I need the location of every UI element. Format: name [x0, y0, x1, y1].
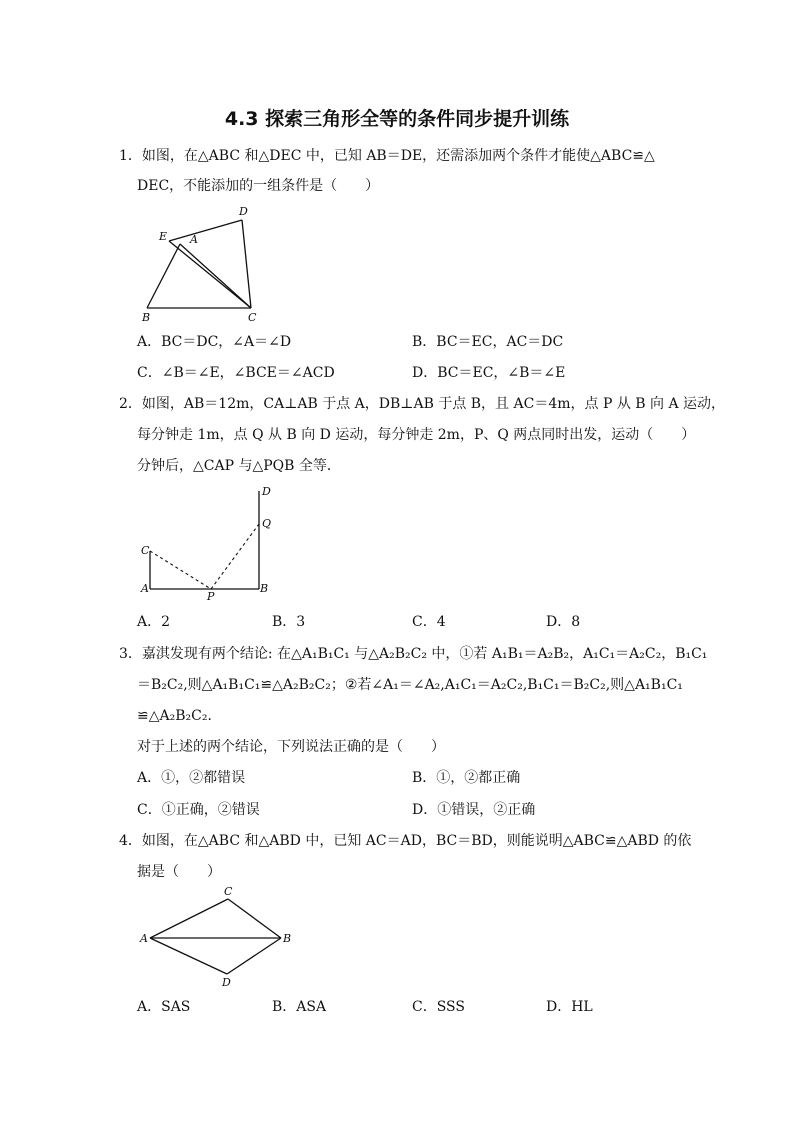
- label-C: C: [141, 544, 150, 557]
- question-4-option-b: B．ASA: [272, 999, 327, 1015]
- question-1-option-c: C．∠B＝∠E，∠BCE＝∠ACD: [137, 365, 335, 381]
- question-2-line-2: 每分钟走 1m，点 Q 从 B 向 D 运动，每分钟走 2m，P、Q 两点同时出发，运动（ ）: [137, 427, 696, 443]
- label-B: B: [283, 932, 292, 945]
- question-3-option-a: A．①，②都错误: [137, 770, 246, 786]
- question-3-option-d: D．①错误，②正确: [412, 802, 536, 818]
- question-1-line-1: 1．如图，在△ABC 和△DEC 中，已知 AB＝DE，还需添加两个条件才能使△ABC≌△: [119, 148, 655, 164]
- question-2-line-3: 分钟后，△CAP 与△PQB 全等．: [137, 458, 341, 474]
- question-2-figure: [138, 483, 278, 603]
- label-D: D: [222, 976, 231, 989]
- question-4-option-c: C．SSS: [412, 999, 465, 1015]
- question-2-option-d: D．8: [546, 614, 581, 630]
- label-A: A: [140, 932, 148, 945]
- question-3-line-1: 3．嘉淇发现有两个结论: 在△A₁B₁C₁ 与△A₂B₂C₂ 中，①若 A₁B₁＝A₂B₂，A₁C₁＝A₂C₂，B₁C₁: [119, 646, 708, 662]
- question-4-line-1: 4．如图，在△ABC 和△ABD 中，已知 AC＝AD，BC＝BD，则能说明△ABC≌△ABD 的依: [119, 833, 692, 849]
- label-A: A: [190, 233, 198, 246]
- label-C: C: [248, 311, 257, 324]
- question-3-line-4: 对于上述的两个结论，下列说法正确的是（ ）: [137, 739, 445, 755]
- page-title: 4.3 探索三角形全等的条件同步提升训练: [224, 108, 570, 130]
- question-2-option-c: C．4: [412, 614, 446, 630]
- question-4-option-a: A．SAS: [137, 999, 191, 1015]
- question-3-line-3: ≌△A₂B₂C₂．: [137, 708, 222, 724]
- question-2-option-b: B．3: [272, 614, 306, 630]
- label-P: P: [207, 590, 215, 603]
- question-1-figure: [140, 200, 270, 325]
- question-3-option-b: B．①，②都正确: [412, 770, 521, 786]
- label-C: C: [224, 885, 233, 898]
- question-2-line-1: 2．如图，AB＝12m，CA⊥AB 于点 A，DB⊥AB 于点 B，且 AC＝4m，点 P 从 B 向 A 运动，: [119, 396, 726, 412]
- label-E: E: [159, 230, 168, 243]
- label-D: D: [262, 485, 271, 498]
- question-3-line-2: ＝B₂C₂,则△A₁B₁C₁≌△A₂B₂C₂；②若∠A₁＝∠A₂,A₁C₁＝A₂C₂,B₁C₁＝B₂C₂,则△A₁B₁C₁: [137, 677, 683, 693]
- label-B: B: [260, 582, 269, 595]
- question-1-option-a: A．BC＝DC，∠A＝∠D: [137, 334, 292, 350]
- label-B: B: [142, 311, 151, 324]
- question-1-line-2: DEC，不能添加的一组条件是（ ）: [137, 178, 380, 194]
- question-4-figure: [138, 886, 298, 992]
- question-3-option-c: C．①正确，②错误: [137, 802, 260, 818]
- question-4-line-2: 据是（ ）: [137, 864, 221, 880]
- question-1-option-b: B．BC＝EC，AC＝DC: [412, 334, 564, 350]
- question-1-option-d: D．BC＝EC，∠B＝∠E: [412, 365, 566, 381]
- label-D: D: [239, 205, 248, 218]
- question-2-option-a: A．2: [137, 614, 171, 630]
- question-4-option-d: D．HL: [546, 999, 593, 1015]
- label-A: A: [141, 582, 149, 595]
- label-Q: Q: [262, 517, 272, 530]
